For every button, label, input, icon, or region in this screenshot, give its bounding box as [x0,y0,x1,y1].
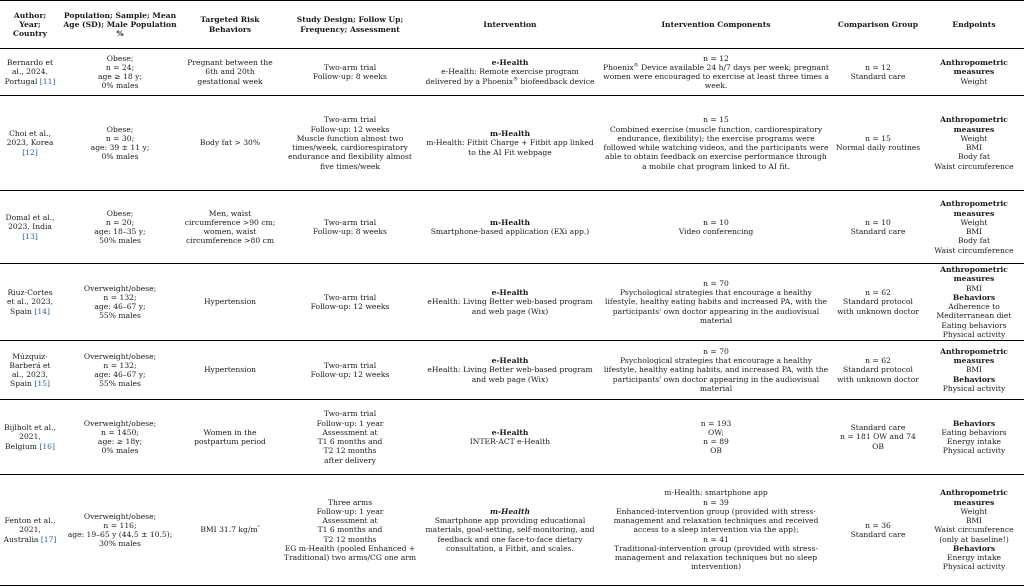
cell-population [60,400,180,475]
endpoint-category: Behaviors [952,374,996,384]
population-line: age: ≥ 18y; [97,437,143,446]
author-citation: Múzquiz-Barberá et al., 2023, Spain [9,351,51,389]
components-line: Phoenix® Device available 24 h/7 days per week; pregnant women were encouraged to exercise at least three times a week. [603,62,829,91]
endpoint-item: Weight [960,76,988,86]
cell-author [0,264,60,341]
comparison-line: n = 181 OW and 74 OB [840,432,916,451]
cell-endpoints [924,96,1024,191]
endpoint-item: Energy intake [946,553,1002,563]
design-line: Two-arm trial [323,217,377,227]
design-line: T1 6 months and [317,525,383,535]
design-line: Two-arm trial [323,115,377,125]
population-line: 50% males [99,236,141,246]
endpoint-category: Anthropometric measures [940,265,1008,284]
cell-study-design [280,264,420,341]
reference-link[interactable]: [16] [39,441,55,451]
design-line: Two-arm trial [323,409,377,419]
header-intervention-components: Intervention Components [600,1,832,49]
table-row [0,475,1024,586]
table-row [0,191,1024,264]
endpoint-item: Weight [960,506,988,516]
components-line: n = 15 [703,115,729,125]
intervention-title: e-Health [491,288,529,298]
endpoint-item: Weight [960,217,988,227]
population-line: n = 30; [105,133,135,143]
components-line: n = 12 [703,53,729,63]
intervention-text-line: e-Health: Remote exercise program delivered by a Phoenix® biofeedback device [425,67,595,86]
author-citation: Domal et al., 2023, India [5,213,55,232]
cell-intervention-components [600,341,832,400]
cell-study-design [280,475,420,586]
population-line: n = 116; [103,520,137,530]
cell-risk-behaviors [180,49,280,96]
population-line: 55% males [99,379,141,389]
cell-population [60,264,180,341]
table-row [0,96,1024,191]
cell-comparison-group [832,264,924,341]
intervention-text-line: m-Health: Fitbit Charge + Fitbit app linked to the AI Fit webpage [426,138,594,157]
components-line: Combined exercise (muscle function, cardiorespiratory endurance, flexibility); the exercise programs were followed while watching videos, and the participants were able to obtain feedback on exercise performance through a mobile chat program linked to AI fit. [603,124,829,171]
header-intervention: Intervention [420,1,600,49]
cell-comparison-group [832,96,924,191]
design-line: T2 12 months [323,446,377,456]
header-endpoints: Endpoints [924,1,1024,49]
endpoint-item: Waist circumference (only at baseline!) [934,525,1014,544]
risk-line: Hypertension [203,297,257,307]
header-population: Population; Sample; Mean Age (SD); Male Population % [60,1,180,49]
design-line: Follow-up: 12 weeks [310,302,390,311]
cell-risk-behaviors [180,264,280,341]
endpoint-category: Anthropometric measures [940,58,1008,77]
comparison-line: n = 10 [865,217,891,227]
risk-line: Women in the postpartum period [194,427,266,446]
population-line: 55% males [99,311,141,321]
population-line: 0% males [101,152,139,162]
components-line: n = 89 [703,437,729,446]
cell-comparison-group [832,475,924,586]
cell-comparison-group [832,191,924,264]
table-row [0,400,1024,475]
endpoint-category: Anthropometric measures [940,115,1008,134]
cell-study-design [280,341,420,400]
design-line: Muscle function almost two times/week, cardiorespiratory endurance and flexibility almost five times/week [288,133,412,171]
comparison-line: n = 62 [865,288,891,298]
design-line: T2 12 months [323,534,377,544]
population-line: Obese; [106,208,134,218]
header-comparison-group: Comparison Group [832,1,924,49]
design-line: Follow-up: 1 year [316,506,384,516]
population-line: Overweight/obese; [83,283,157,293]
comparison-line: Standard care [850,72,906,81]
cell-risk-behaviors [180,191,280,264]
design-line: Assessment at [322,516,378,526]
design-line: T1 6 months and [317,437,383,446]
risk-line: Men, waist circumference >90 cm; women, waist circumference >80 cm [184,208,276,246]
cell-endpoints [924,400,1024,475]
endpoint-category: Behaviors [952,418,996,428]
table-row [0,49,1024,96]
cell-endpoints [924,191,1024,264]
design-line: after delivery [324,455,376,465]
design-line: Follow-up: 12 weeks [310,124,390,134]
components-line: n = 70 [703,346,729,356]
cell-endpoints [924,475,1024,586]
intervention-text-line: eHealth: Living Better web-based program and web page (Wix) [427,365,593,384]
endpoint-item: Physical activity [942,446,1006,456]
author-citation: Bijlholt et al., 2021, Belgium [4,423,56,451]
design-line: Three arms [327,497,373,507]
endpoint-item: Physical activity [942,383,1006,393]
cell-intervention [420,264,600,341]
cell-intervention [420,400,600,475]
endpoint-category: Anthropometric measures [940,199,1008,218]
cell-intervention-components [600,96,832,191]
header-row [0,1,1024,49]
comparison-line: Standard protocol with unknown doctor [837,297,919,316]
components-line: m-Health: smartphone app [664,488,768,498]
cell-author [0,400,60,475]
cell-population [60,475,180,586]
components-line: n = 70 [703,278,729,288]
cell-author [0,96,60,191]
comparison-line: Normal daily routines [835,143,921,152]
intervention-title: e-Health [491,427,529,437]
population-line: age: 46–67 y; [94,370,146,379]
cell-study-design [280,96,420,191]
endpoint-item: Waist circumference [934,161,1014,171]
population-line: 30% males [99,539,141,549]
cell-study-design [280,400,420,475]
endpoint-item: Physical activity [942,562,1006,572]
table-row [0,264,1024,341]
population-line: n = 132; [103,360,137,370]
cell-endpoints [924,49,1024,96]
author-citation: Bernardo et al., 2024, Portugal [4,58,54,86]
components-line: OW; [708,427,724,437]
intervention-text-line: eHealth: Living Better web-based program and web page (Wix) [427,297,593,316]
population-line: n = 20; [105,217,135,227]
intervention-text-line: Smartphone app providing educational materials, goal-setting, self-monitoring, and feedback and one face-to-face dietary consultation, a Fitbit, and scales. [425,516,595,553]
components-line: Enhanced-intervention group (provided with stress-management and relaxation techniques and received access to a sleep intervention via the app); [613,506,819,535]
design-line: Two-arm trial [323,360,377,370]
population-line: n = 1450; [101,427,139,437]
header-author: Author; Year; Country [0,1,60,49]
cell-risk-behaviors [180,475,280,586]
comparison-line: Standard care [850,423,906,433]
population-line: Overweight/obese; [83,511,157,521]
design-line: Two-arm trial [323,62,377,72]
reference-link[interactable]: [14] [34,306,50,316]
endpoint-item: Adherence to Mediterranean diet [936,302,1012,321]
cell-intervention-components [600,264,832,341]
risk-line: Pregnant between the 6th and 20th gestational week [187,58,273,86]
cell-intervention [420,96,600,191]
components-line: Video conferencing [678,227,754,236]
components-line: OB [710,446,722,456]
design-line: Follow-up: 8 weeks [313,72,387,81]
comparison-line: Standard protocol with unknown doctor [837,365,919,384]
components-line: Psychological strategies that encourage a healthy lifestyle, healthy eating habits, and increased PA, with the participants' own doctor appearing in the audiovisual material [603,356,829,393]
reference-link[interactable]: [11] [39,76,56,86]
population-line: age: 18–35 y; [94,227,146,236]
cell-author [0,475,60,586]
risk-line: Hypertension [203,365,257,375]
population-line: Obese; [106,124,134,134]
endpoint-item: BMI [965,283,983,293]
cell-study-design [280,49,420,96]
reference-link[interactable]: [17] [40,534,57,544]
cell-intervention [420,191,600,264]
cell-comparison-group [832,400,924,475]
intervention-text-line: INTER-ACT e-Health [469,437,551,446]
cell-risk-behaviors [180,400,280,475]
design-line: Follow-up: 1 year [316,418,384,428]
endpoint-item: BMI [965,143,983,152]
endpoint-item: Energy intake [946,437,1002,446]
endpoint-category: Behaviors [952,543,996,553]
author-citation: Fenton et al., 2021, Australia [3,516,56,544]
header-risk-behaviors: Targeted Risk Behaviors [180,1,280,49]
population-line: n = 24; [105,62,135,72]
intervention-title: m-Health [489,506,531,516]
cell-comparison-group [832,49,924,96]
endpoint-item: BMI [965,227,983,236]
cell-study-design [280,191,420,264]
author-citation: Choi et al., 2023, Korea [6,129,54,148]
endpoint-item: Weight [960,133,988,143]
components-line: n = 10 [703,217,729,227]
cell-intervention [420,341,600,400]
cell-risk-behaviors [180,96,280,191]
header-study-design: Study Design; Follow Up; Frequency; Assessment [280,1,420,49]
cell-comparison-group [832,341,924,400]
endpoint-item: Eating behaviors [941,427,1007,437]
cell-population [60,96,180,191]
components-line: n = 39 [703,497,729,507]
population-line: Obese; [106,53,134,63]
endpoint-category: Anthropometric measures [940,488,1008,507]
population-line: Overweight/obese; [83,351,157,361]
comparison-line: n = 62 [865,356,891,366]
reference-link[interactable]: [12] [22,147,38,157]
cell-endpoints [924,264,1024,341]
design-line: EG m-Health (pooled Enhanced + Traditional) two arms/CG one arm [283,543,417,563]
cell-intervention-components [600,475,832,586]
intervention-title: m-Health [489,129,531,139]
cell-population [60,191,180,264]
population-line: age: 46–67 y; [94,302,146,311]
design-line: Assessment at [322,427,378,437]
risk-line: BMI 31.7 $kg/m^{^2}$ [200,524,260,535]
cell-author [0,341,60,400]
population-line: 0% males [101,446,139,456]
comparison-line: n = 15 [865,133,891,143]
cell-intervention-components [600,400,832,475]
intervention-text-line: Smartphone-based application (EXi app.) [430,227,590,236]
author-citation: Riuz-Cortes et al., 2023, Spain [7,288,53,316]
components-line: Traditional-intervention group (provided with stress-management and relaxation techniques but no sleep intervention) [614,543,818,572]
population-line: 0% males [101,81,139,91]
design-line: Follow-up: 12 weeks [310,370,390,379]
comparison-line: Standard care [850,530,906,539]
endpoint-item: Physical activity [942,329,1006,339]
cell-intervention [420,475,600,586]
endpoint-category: Anthropometric measures [940,346,1008,366]
endpoint-item: BMI [965,516,983,526]
risk-line: Body fat > 30% [199,138,261,148]
population-line: age ≥ 18 y; [98,72,142,81]
comparison-line: n = 12 [865,62,891,72]
endpoint-category: Behaviors [952,292,996,302]
cell-risk-behaviors [180,341,280,400]
intervention-title: e-Health [491,356,529,366]
cell-author [0,191,60,264]
comparison-line: n = 36 [865,520,891,530]
endpoint-item: Body fat [957,152,991,162]
comparison-line: Standard care [850,227,906,236]
endpoint-item: Eating behaviors [941,320,1007,330]
endpoint-item: BMI [965,365,983,375]
cell-intervention-components [600,191,832,264]
cell-intervention-components [600,49,832,96]
design-line: Follow-up: 8 weeks [313,227,387,236]
cell-author [0,49,60,96]
components-line: Psychological strategies that encourage a healthy lifestyle, healthy eating habits and increased PA, with the participants' own doctor appearing in the audiovisual material [605,288,827,325]
population-line: age: 39 ± 11 y; [90,143,150,152]
components-line: n = 41 [703,534,729,544]
design-line: Two-arm trial [323,292,377,302]
intervention-title: m-Health [489,217,531,227]
components-line: n = 193 [700,418,732,428]
population-line: age: 19–65 y (44.5 ± 10.5); [67,530,173,539]
cell-endpoints [924,341,1024,400]
endpoint-item: Waist circumference [934,245,1014,255]
intervention-title: e-Health [491,58,529,68]
cell-population [60,49,180,96]
table-row [0,341,1024,400]
cell-population [60,341,180,400]
reference-link[interactable]: [13] [22,231,38,241]
endpoint-item: Body fat [957,236,991,246]
population-line: n = 132; [103,292,137,302]
cell-intervention [420,49,600,96]
reference-link[interactable]: [15] [34,379,50,389]
population-line: Overweight/obese; [83,418,157,428]
